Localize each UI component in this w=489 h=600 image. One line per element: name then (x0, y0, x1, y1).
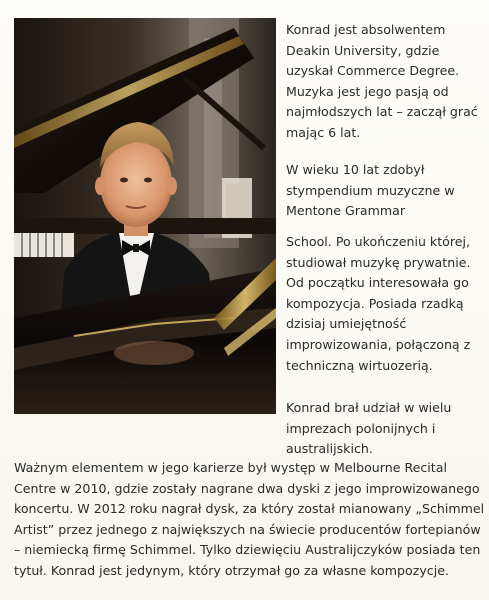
text-line: – niemiecką firmę Schimmel. Tylko dziewięciu Australijczyków posiada ten (14, 542, 481, 558)
text-line: Ważnym elementem w jego karierze był występ w Melbourne Recital (14, 460, 447, 475)
text-line: dzisiaj umiejętność (286, 316, 407, 332)
text-line: Konrad jest absolwentem (286, 22, 446, 37)
text-line: stympendium muzyczne w (286, 182, 455, 198)
paragraph-career (14, 458, 485, 582)
text-line: koncertu. W 2012 roku nagrał dysk, za który został mianowany „Schimmel (14, 501, 485, 517)
text-line: mając 6 lat. (286, 124, 361, 140)
text-line: imprezach polonijnych i (286, 420, 436, 436)
pianist-photo (14, 18, 276, 414)
text-line: Od początku interesowała go (286, 275, 469, 291)
text-line: australijskich. (286, 441, 373, 457)
text-line: Konrad brał udział w wielu (286, 400, 452, 415)
text-line: kompozycja. Posiada rzadką (286, 295, 464, 311)
text-line: Mentone Grammar (286, 203, 406, 219)
paragraph-studies (286, 232, 482, 376)
paragraph-education (286, 20, 482, 144)
text-line: uzyskał Commerce Degree. (286, 63, 460, 79)
text-line: Deakin University, gdzie (286, 42, 440, 58)
paragraph-scholarship (286, 160, 482, 222)
paragraph-events (286, 398, 482, 460)
text-line: Centre w 2010, gdzie zostały nagrane dwa dyski z jego improwizowanego (14, 480, 480, 496)
text-line: improwizowania, połączoną z (286, 336, 471, 352)
text-line: tytuł. Konrad jest jedynym, który otrzymał go za własne kompozycje. (14, 562, 449, 578)
text-line: techniczną wirtuozerią. (286, 357, 433, 373)
text-line: School. Po ukończeniu której, (286, 234, 471, 249)
text-line: studiował muzykę prywatnie. (286, 254, 471, 270)
text-line: Artist” przez jednego z największych na świecie producentów fortepianów (14, 521, 481, 537)
text-line: Muzyka jest jego pasją od (286, 83, 449, 99)
text-line: najmłodszych lat – zaczął grać (286, 104, 478, 120)
text-line: W wieku 10 lat zdobył (286, 162, 425, 177)
